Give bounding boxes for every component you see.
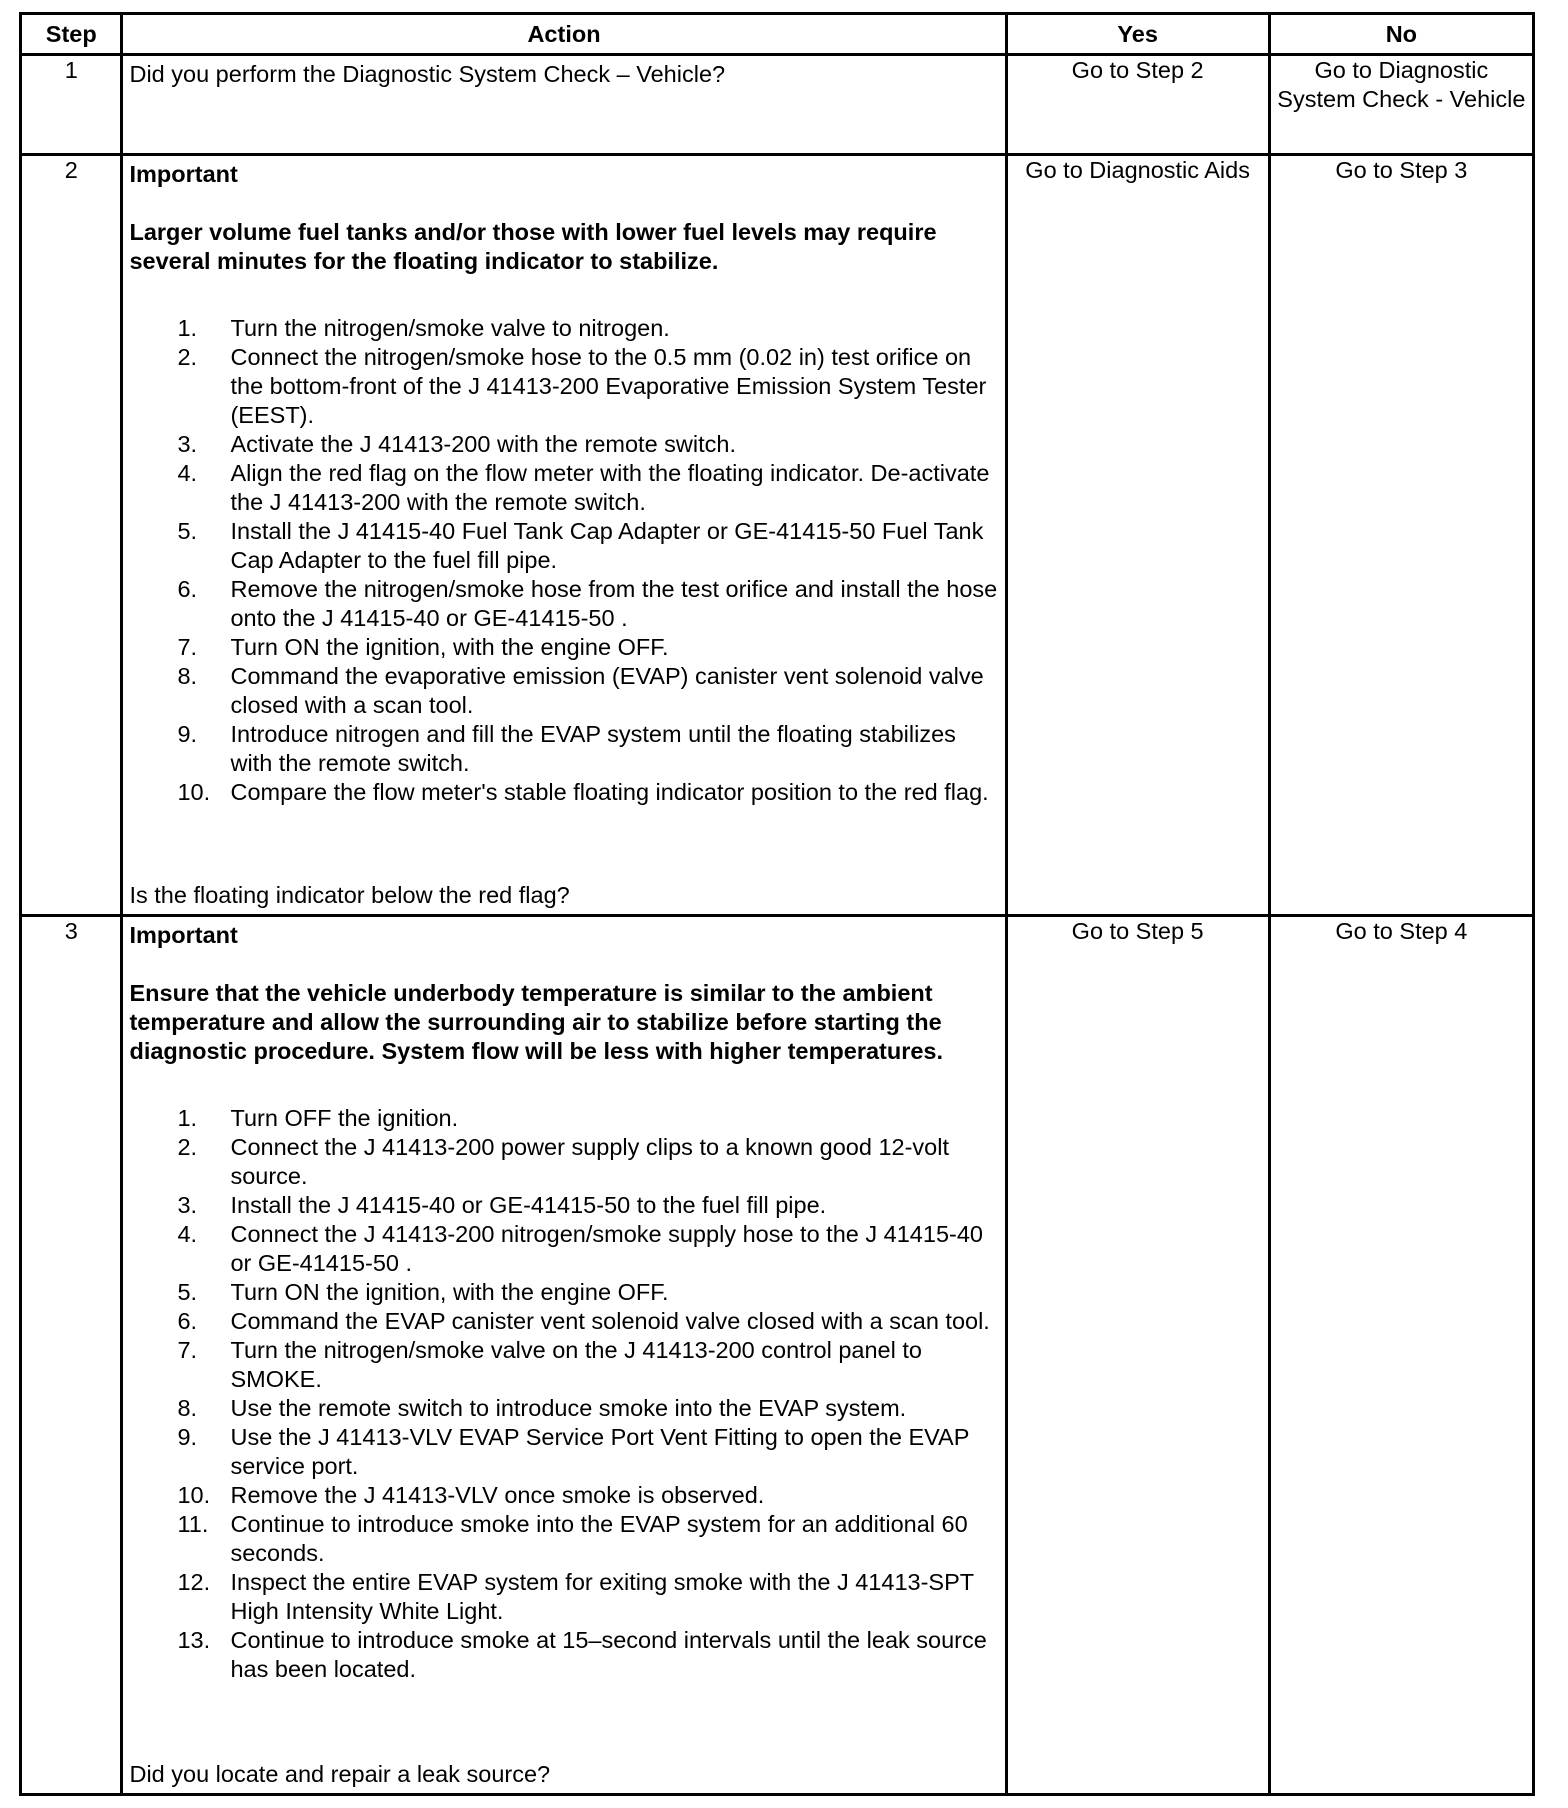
important-title: Important xyxy=(129,161,238,187)
list-item: 2. Connect the J 41413-200 power supply clips to a known good 12-volt source. xyxy=(177,1134,949,1189)
header-no: No xyxy=(1269,14,1533,55)
list-item: 10. Compare the flow meter's stable floating indicator position to the red flag. xyxy=(177,779,989,805)
step-number: 1 xyxy=(21,55,122,155)
list-item: 9. Use the J 41413-VLV EVAP Service Port Vent Fitting to open the EVAP service port. xyxy=(177,1424,969,1479)
action-question: Is the floating indicator below the red flag? xyxy=(129,882,570,908)
table-row xyxy=(21,55,1534,155)
step-number: 3 xyxy=(21,916,122,1795)
table-header-row xyxy=(21,14,1534,55)
list-item: 3. Activate the J 41413-200 with the remote switch. xyxy=(177,431,736,457)
action-question: Did you locate and repair a leak source? xyxy=(129,1761,551,1787)
list-item: 11. Continue to introduce smoke into the EVAP system for an additional 60 seconds. xyxy=(177,1511,968,1566)
procedure-list xyxy=(129,1104,998,1684)
no-result: Go to Step 4 xyxy=(1269,916,1533,1795)
list-item: 6. Remove the nitrogen/smoke hose from the test orifice and install the hose onto the J 41415-40 or GE-41415-50 . xyxy=(177,576,998,631)
list-item: 7. Turn the nitrogen/smoke valve on the J 41413-200 control panel to SMOKE. xyxy=(177,1337,922,1392)
list-item: 6. Command the EVAP canister vent solenoid valve closed with a scan tool. xyxy=(177,1308,990,1334)
procedure-list xyxy=(129,314,998,807)
header-step: Step xyxy=(21,14,122,55)
list-item: 5. Install the J 41415-40 Fuel Tank Cap Adapter or GE-41415-50 Fuel Tank Cap Adapter to the fuel fill pipe. xyxy=(177,518,984,573)
action-cell xyxy=(122,55,1006,155)
yes-result: Go to Step 5 xyxy=(1006,916,1269,1795)
list-item: 12. Inspect the entire EVAP system for exiting smoke with the J 41413-SPT High Intensity White Light. xyxy=(177,1569,974,1624)
list-item: 5. Turn ON the ignition, with the engine OFF. xyxy=(177,1279,669,1305)
no-result: Go to Step 3 xyxy=(1269,155,1533,916)
action-cell xyxy=(122,155,1006,916)
important-title: Important xyxy=(129,922,238,948)
list-item: 13. Continue to introduce smoke at 15–second intervals until the leak source has been located. xyxy=(177,1627,987,1682)
diagnostic-table xyxy=(19,12,1535,1796)
list-item: 4. Connect the J 41413-200 nitrogen/smoke supply hose to the J 41415-40 or GE-41415-50 . xyxy=(177,1221,983,1276)
yes-result: Go to Step 2 xyxy=(1006,55,1269,155)
step-number: 2 xyxy=(21,155,122,916)
list-item: 8. Command the evaporative emission (EVAP) canister vent solenoid valve closed with a scan tool. xyxy=(177,663,984,718)
list-item: 2. Connect the nitrogen/smoke hose to the 0.5 mm (0.02 in) test orifice on the bottom-front of the J 41413-200 Evaporative Emission System Tester (EEST). xyxy=(177,344,987,428)
action-cell xyxy=(122,916,1006,1795)
list-item: 1. Turn the nitrogen/smoke valve to nitrogen. xyxy=(177,315,670,341)
header-action: Action xyxy=(122,14,1006,55)
list-item: 4. Align the red flag on the flow meter with the floating indicator. De-activate the J 41413-200 with the remote switch. xyxy=(177,460,990,515)
no-result: Go to Diagnostic System Check - Vehicle xyxy=(1269,55,1533,155)
important-text: Ensure that the vehicle underbody temperature is similar to the ambient temperature and allow the surrounding air to stabilize before starting the diagnostic procedure. System flow will be less with higher temperatures. xyxy=(129,980,944,1064)
list-item: 10. Remove the J 41413-VLV once smoke is observed. xyxy=(177,1482,765,1508)
list-item: 3. Install the J 41415-40 or GE-41415-50 to the fuel fill pipe. xyxy=(177,1192,827,1218)
table-row xyxy=(21,916,1534,1795)
list-item: 8. Use the remote switch to introduce smoke into the EVAP system. xyxy=(177,1395,907,1421)
header-yes: Yes xyxy=(1006,14,1269,55)
yes-result: Go to Diagnostic Aids xyxy=(1006,155,1269,916)
table-row xyxy=(21,155,1534,916)
action-question: Did you perform the Diagnostic System Check – Vehicle? xyxy=(129,61,726,87)
list-item: 1. Turn OFF the ignition. xyxy=(177,1105,459,1131)
important-text: Larger volume fuel tanks and/or those with lower fuel levels may require several minutes for the floating indicator to stabilize. xyxy=(129,219,937,274)
list-item: 7. Turn ON the ignition, with the engine OFF. xyxy=(177,634,669,660)
list-item: 9. Introduce nitrogen and fill the EVAP system until the floating stabilizes with the remote switch. xyxy=(177,721,956,776)
